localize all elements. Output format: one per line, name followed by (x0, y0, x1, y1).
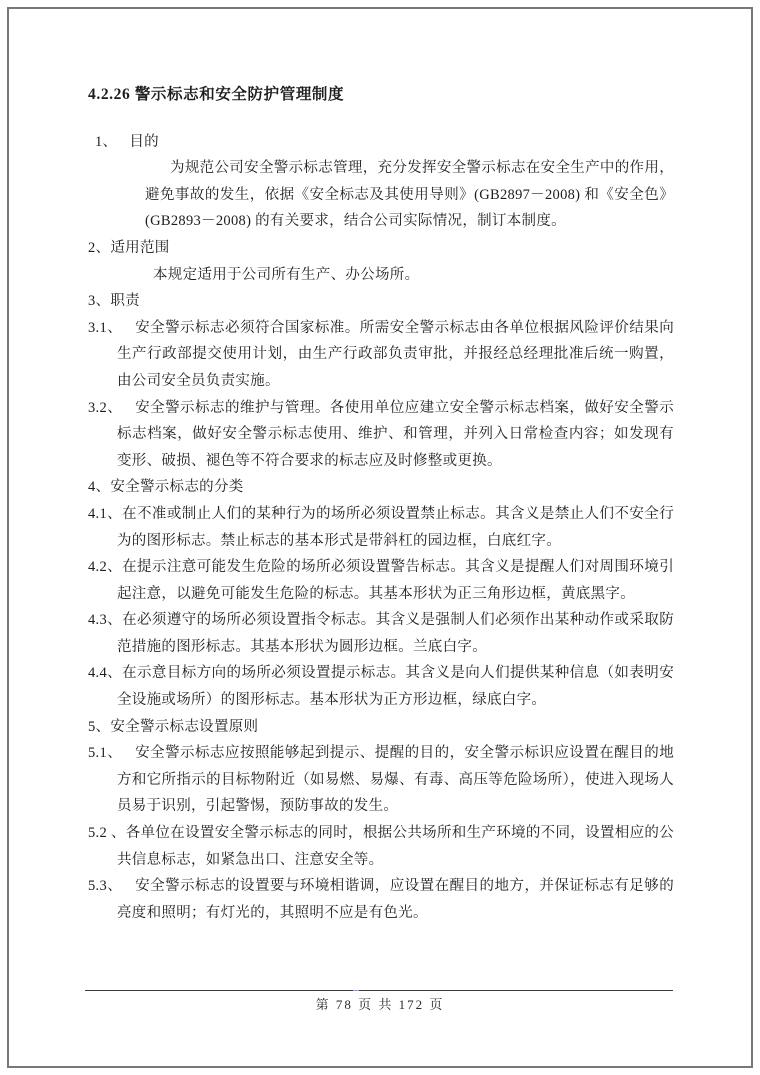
paragraph-text: 在不准或制止人们的某种行为的场所必须设置禁止标志。其含义是禁止人们不安全行为的图形标志。禁止标志的基本形式是带斜杠的园边框，白底红字。 (117, 505, 674, 549)
paragraph-text: 本规定适用于公司所有生产、办公场所。 (153, 266, 420, 283)
paragraph-text: 4.2.26 警示标志和安全防护管理制度 (88, 86, 345, 103)
paragraph-text: 安全警示标志的维护与管理。各使用单位应建立安全警示标志档案，做好安全警示标志档案，做好安全警示标志使用、维护、和管理，并列入日常检查内容；如发现有变形、破损、褪色等不符合要求的标志应及时修整或更换。 (117, 399, 674, 469)
body-paragraph (145, 262, 674, 289)
paragraph-text: 安全警示标志的分类 (110, 479, 244, 496)
paragraph-text: 安全警示标志必须符合国家标准。所需安全警示标志由各单位根据风险评价结果向生产行政部提交使用计划，由生产行政部负责审批，并报经总经理批准后统一购置，由公司安全员负责实施。 (117, 319, 674, 389)
page-footer (0, 994, 760, 1013)
clause-number: 3、 (88, 293, 111, 310)
clause-number: 4、 (88, 479, 111, 496)
clause-number: 2、 (88, 239, 111, 256)
paragraph-text: 安全警示标志应按照能够起到提示、提醒的目的，安全警示标识应设置在醒目的地方和它所指示的目标物附近（如易燃、易爆、有毒、高压等危险场所），使进入现场人员易于识别，引起警惕，预防事故的发生。 (117, 745, 674, 815)
clause-number: 5、 (88, 718, 111, 735)
paragraph-text: 职责 (110, 293, 140, 310)
page-number-text: 第 78 页 共 172 页 (315, 997, 445, 1012)
section-heading (88, 235, 674, 262)
clause-number: 5.2 、 (88, 825, 126, 842)
document-content (88, 82, 674, 926)
paragraph-text: 为规范公司安全警示标志管理，充分发挥安全警示标志在安全生产中的作用，避免事故的发生，依据《安全标志及其使用导则》(GB2897－2008) 和《安全色》(GB2893－2008) 的有关要求，结合公司实际情况，制订本制度。 (145, 160, 674, 230)
clause-number: 5.1、 (88, 745, 123, 762)
paragraph-text: 目的 (129, 133, 159, 150)
clause-paragraph (88, 554, 674, 607)
clause-paragraph (88, 315, 674, 395)
clause-paragraph (88, 873, 674, 926)
clause-paragraph (88, 607, 674, 660)
clause-paragraph (88, 740, 674, 820)
clause-number: 5.3、 (88, 878, 123, 895)
section-heading (88, 288, 674, 315)
document-title (88, 82, 674, 109)
clause-paragraph (88, 501, 674, 554)
body-paragraph (145, 155, 674, 235)
paragraph-text: 各单位在设置安全警示标志的同时，根据公共场所和生产环境的不同，设置相应的公共信息标志，如紧急出口、注意安全等。 (117, 825, 674, 868)
section-heading (88, 714, 674, 741)
clause-paragraph (88, 660, 674, 713)
clause-number: 4.3、 (88, 612, 123, 629)
clause-number: 3.2、 (88, 399, 123, 416)
paragraph-text: 在提示注意可能发生危险的场所必须设置警告标志。其含义是提醒人们对周围环境引起注意，以避免可能发生危险的标志。其基本形状为正三角形边框，黄底黑字。 (117, 559, 674, 602)
paragraph-text: 在必须遵守的场所必须设置指令标志。其含义是强制人们必须作出某种动作或采取防范措施的图形标志。其基本形状为圆形边框。兰底白字。 (117, 612, 674, 655)
paragraph-text: 安全警示标志设置原则 (110, 718, 259, 735)
paragraph-text: 适用范围 (110, 239, 170, 256)
clause-number: 4.2、 (88, 559, 123, 576)
paragraph-text: 在示意目标方向的场所必须设置提示标志。其含义是向人们提供某种信息（如表明安全设施或场所）的图形标志。基本形状为正方形边框，绿底白字。 (117, 665, 674, 709)
section-heading (88, 129, 674, 156)
clause-number: 4.1、 (88, 505, 123, 522)
paragraph-text: 安全警示标志的设置要与环境相谐调，应设置在醒目的地方，并保证标志有足够的亮度和照明；有灯光的，其照明不应是有色光。 (117, 878, 674, 921)
clause-paragraph (88, 820, 674, 873)
footer-rule-mark (353, 990, 359, 991)
clause-number: 4.4、 (88, 665, 123, 682)
footer-rule (85, 990, 673, 991)
clause-number: 1、 (95, 133, 118, 150)
clause-number: 3.1、 (88, 319, 123, 336)
section-heading (88, 474, 674, 501)
clause-paragraph (88, 395, 674, 475)
